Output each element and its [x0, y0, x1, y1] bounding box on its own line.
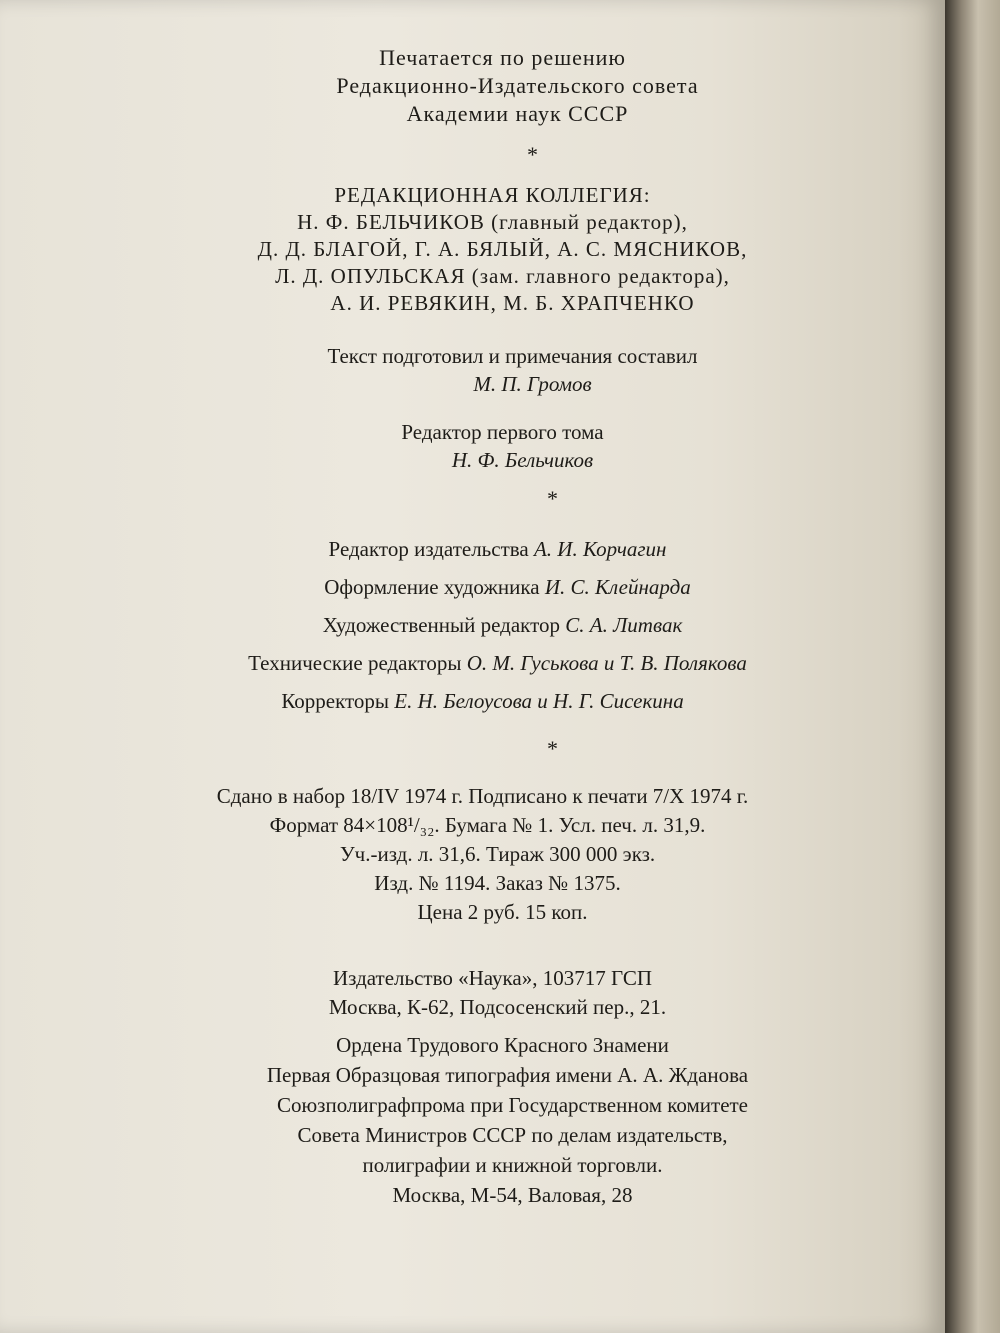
publisher-line: Москва, К-62, Подсосенский пер., 21. [328, 995, 667, 1019]
credit-line [50, 530, 945, 568]
credits-block [0, 530, 945, 720]
credit-line [70, 568, 945, 606]
publisher-line: Издательство «Наука», 103717 ГСП [332, 966, 653, 990]
printer-line: полиграфии и книжной торговли. [362, 1153, 663, 1177]
editorial-board [0, 182, 945, 317]
credit-line [60, 606, 945, 644]
approval-block [0, 44, 945, 128]
volume-editor-name: Н. Ф. Бельчиков [451, 448, 594, 472]
credit-name: С. А. Литвак [565, 613, 683, 637]
publisher-block [0, 964, 945, 1022]
imprint-line: Уч.-изд. л. 31,6. Тираж 300 000 экз. [339, 842, 656, 866]
printer-block [0, 1030, 945, 1210]
volume-editor [0, 418, 945, 474]
volume-editor-label: Редактор первого тома [401, 420, 604, 444]
credit-line [50, 644, 945, 682]
board-heading: РЕДАКЦИОННАЯ КОЛЛЕГИЯ: [334, 183, 651, 207]
page-edge [945, 0, 1000, 1333]
separator-star: * [547, 736, 558, 761]
imprint-line: Сдано в набор 18/IV 1974 г. Подписано к печати 7/X 1974 г. [216, 784, 749, 808]
approval-line: Редакционно-Издательского совета [336, 73, 699, 98]
board-member-line: Л. Д. ОПУЛЬСКАЯ (зам. главного редактора), [275, 264, 730, 288]
credit-name: И. С. Клейнарда [544, 575, 691, 599]
prepared-label: Текст подготовил и примечания составил [327, 344, 698, 368]
board-member-line: А. И. РЕВЯКИН, М. Б. ХРАПЧЕНКО [330, 291, 695, 315]
credit-label: Технические редакторы [248, 651, 462, 675]
approval-line: Печатается по решению [379, 45, 626, 70]
imprint-line: Формат 84×108¹/₃₂. Бумага № 1. Усл. печ. л. 31,9. [269, 813, 706, 837]
imprint-line: Цена 2 руб. 15 коп. [417, 900, 588, 924]
credit-name: А. И. Корчагин [533, 537, 667, 561]
printer-line: Совета Министров СССР по делам издательств, [297, 1123, 728, 1147]
credit-label: Художественный редактор [322, 613, 560, 637]
imprint-block [0, 782, 945, 927]
imprint-line: Изд. № 1194. Заказ № 1375. [374, 871, 621, 895]
credit-line [20, 682, 945, 720]
approval-line: Академии наук СССР [406, 101, 629, 126]
credit-label: Редактор издательства [328, 537, 529, 561]
prepared-name: М. П. Громов [473, 372, 592, 396]
prepared-by [0, 342, 945, 398]
separator-star: * [547, 486, 558, 511]
board-member-line: Д. Д. БЛАГОЙ, Г. А. БЯЛЫЙ, А. С. МЯСНИКОВ, [257, 237, 748, 261]
printer-line: Москва, М-54, Валовая, 28 [392, 1183, 633, 1207]
printer-line: Союзполиграфпрома при Государственном комитете [276, 1093, 749, 1117]
credit-name: О. М. Гуськова и Т. В. Полякова [466, 651, 747, 675]
credit-label: Корректоры [281, 689, 390, 713]
credit-label: Оформление художника [324, 575, 540, 599]
separator-star: * [527, 142, 538, 167]
credit-name: Е. Н. Белоусова и Н. Г. Сисекина [394, 689, 684, 713]
printer-line: Первая Образцовая типография имени А. А. Жданова [266, 1063, 749, 1087]
board-member-line: Н. Ф. БЕЛЬЧИКОВ (главный редактор), [297, 210, 688, 234]
printer-line: Ордена Трудового Красного Знамени [336, 1033, 669, 1057]
